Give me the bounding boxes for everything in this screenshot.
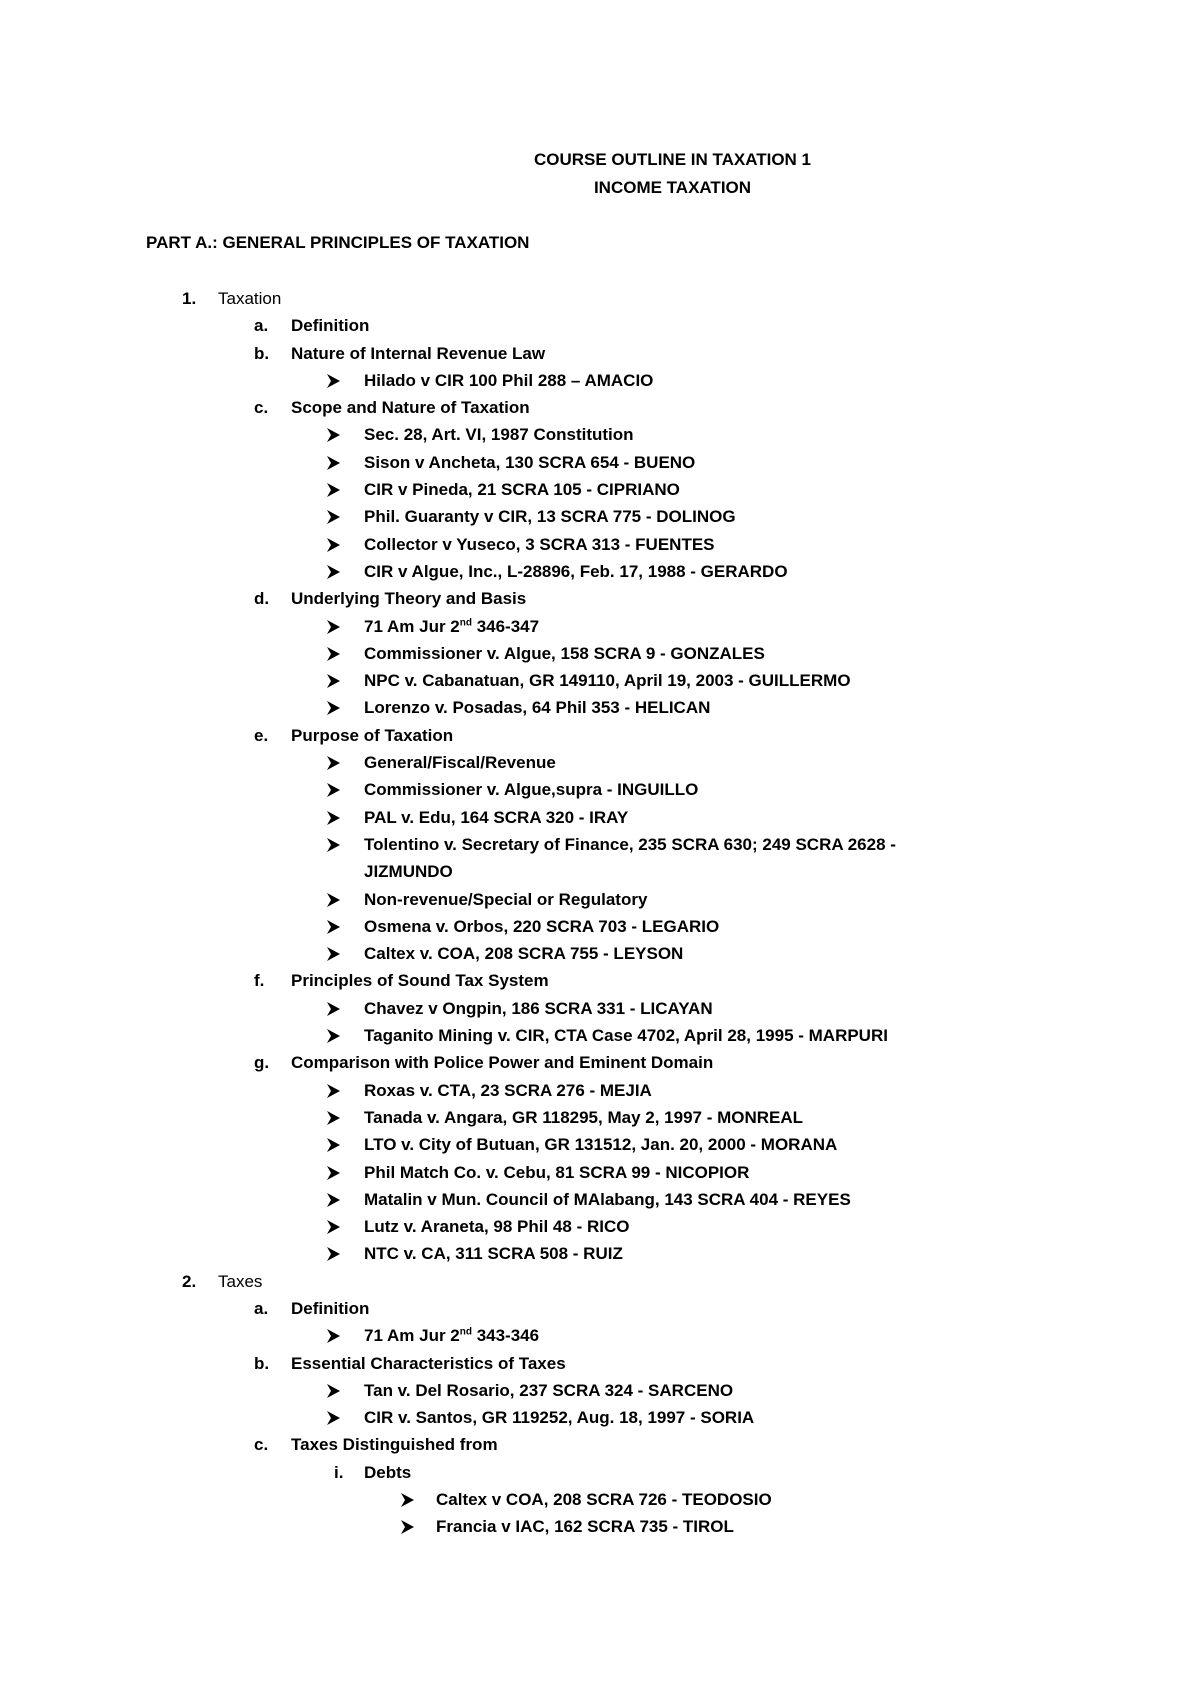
item-number: 2. bbox=[182, 1271, 197, 1291]
outline-subitem bbox=[0, 967, 1200, 994]
arrow-bullet-icon bbox=[326, 427, 341, 443]
case-text: CIR v Pineda, 21 SCRA 105 - CIPRIANO bbox=[364, 480, 680, 500]
arrow-bullet-icon bbox=[326, 946, 341, 962]
case-text: NTC v. CA, 311 SCRA 508 - RUIZ bbox=[364, 1244, 623, 1264]
subitem-label: Scope and Nature of Taxation bbox=[291, 398, 530, 418]
case-text: PAL v. Edu, 164 SCRA 320 - IRAY bbox=[364, 807, 629, 827]
subitem-label: Essential Characteristics of Taxes bbox=[291, 1353, 566, 1373]
amjur-prefix: 71 Am Jur 2 bbox=[364, 1326, 460, 1346]
case-text: Lutz v. Araneta, 98 Phil 48 - RICO bbox=[364, 1217, 630, 1237]
outline-subitem bbox=[0, 1431, 1200, 1458]
case-text: Lorenzo v. Posadas, 64 Phil 353 - HELICAN bbox=[364, 698, 711, 718]
outline-subitem bbox=[0, 1049, 1200, 1076]
arrow-bullet-icon bbox=[326, 1219, 341, 1235]
arrow-bullet-icon bbox=[326, 619, 341, 635]
amjur-sup: nd bbox=[459, 616, 472, 628]
subitem-label: Taxes Distinguished from bbox=[291, 1435, 498, 1455]
case-item bbox=[0, 1077, 1200, 1104]
case-text: Osmena v. Orbos, 220 SCRA 703 - LEGARIO bbox=[364, 916, 720, 936]
item-number: 1. bbox=[182, 289, 197, 308]
case-text: Roxas v. CTA, 23 SCRA 276 - MEJIA bbox=[364, 1080, 652, 1100]
subitem-letter: c. bbox=[254, 1435, 269, 1455]
subitem-label: Purpose of Taxation bbox=[291, 725, 454, 745]
case-text: Caltex v COA, 208 SCRA 726 - TEODOSIO bbox=[436, 1490, 772, 1510]
arrow-bullet-icon bbox=[326, 455, 341, 471]
case-item bbox=[0, 531, 1200, 558]
outline bbox=[0, 285, 1200, 1541]
case-item bbox=[0, 1022, 1200, 1049]
arrow-bullet-icon bbox=[326, 1137, 341, 1153]
case-text: Commissioner v. Algue, 158 SCRA 9 - GONZALES bbox=[364, 643, 765, 663]
reference-text bbox=[364, 1322, 539, 1349]
case-item bbox=[0, 1404, 1200, 1431]
subsubitem-label: Debts bbox=[364, 1462, 412, 1482]
case-item bbox=[0, 749, 1200, 776]
case-item bbox=[0, 804, 1200, 831]
outline-item bbox=[0, 285, 1200, 312]
arrow-bullet-icon bbox=[326, 810, 341, 826]
arrow-bullet-icon bbox=[326, 646, 341, 662]
arrow-bullet-icon bbox=[326, 837, 341, 853]
case-item bbox=[0, 886, 1200, 913]
case-item bbox=[0, 667, 1200, 694]
case-item bbox=[0, 995, 1200, 1022]
arrow-bullet-icon bbox=[326, 1246, 341, 1262]
outline-subitem bbox=[0, 340, 1200, 367]
case-text: CIR v. Santos, GR 119252, Aug. 18, 1997 - SORIA bbox=[364, 1408, 755, 1428]
arrow-bullet-icon bbox=[326, 782, 341, 798]
case-text: Matalin v Mun. Council of MAlabang, 143 SCRA 404 - REYES bbox=[364, 1189, 851, 1209]
case-item bbox=[0, 640, 1200, 667]
outline-subsubitem bbox=[0, 1459, 1200, 1486]
outline-subitem bbox=[0, 312, 1200, 339]
case-item bbox=[0, 831, 1200, 858]
subitem-letter: b. bbox=[254, 1353, 270, 1373]
arrow-bullet-icon bbox=[400, 1519, 415, 1535]
subitem-label: Definition bbox=[291, 316, 370, 336]
case-text: Caltex v. COA, 208 SCRA 755 - LEYSON bbox=[364, 944, 684, 964]
outline-subitem bbox=[0, 1295, 1200, 1322]
case-item bbox=[0, 476, 1200, 503]
outline-subitem bbox=[0, 722, 1200, 749]
outline-subitem bbox=[0, 585, 1200, 612]
subitem-letter: b. bbox=[254, 343, 270, 363]
case-text: Sison v Ancheta, 130 SCRA 654 - BUENO bbox=[364, 452, 696, 472]
case-item bbox=[0, 913, 1200, 940]
arrow-bullet-icon bbox=[326, 919, 341, 935]
case-item bbox=[0, 367, 1200, 394]
subitem-label: Underlying Theory and Basis bbox=[291, 589, 527, 609]
arrow-bullet-icon bbox=[326, 1328, 341, 1344]
case-text: Sec. 28, Art. VI, 1987 Constitution bbox=[364, 425, 634, 445]
reference-text bbox=[364, 613, 539, 640]
subitem-label: Comparison with Police Power and Eminent Domain bbox=[291, 1053, 714, 1073]
arrow-bullet-icon bbox=[326, 1083, 341, 1099]
arrow-bullet-icon bbox=[326, 1165, 341, 1181]
case-text: Tan v. Del Rosario, 237 SCRA 324 - SARCENO bbox=[364, 1380, 734, 1400]
case-item bbox=[0, 613, 1200, 640]
case-text: Collector v Yuseco, 3 SCRA 313 - FUENTES bbox=[364, 534, 715, 554]
arrow-bullet-icon bbox=[326, 482, 341, 498]
case-item bbox=[0, 1186, 1200, 1213]
case-text: Non-revenue/Special or Regulatory bbox=[364, 889, 648, 909]
case-text: Taganito Mining v. CIR, CTA Case 4702, April 28, 1995 - MARPURI bbox=[364, 1026, 888, 1046]
case-text: Francia v IAC, 162 SCRA 735 - TIROL bbox=[436, 1517, 734, 1537]
case-text: NPC v. Cabanatuan, GR 149110, April 19, 2003 - GUILLERMO bbox=[364, 671, 851, 691]
subitem-label: Nature of Internal Revenue Law bbox=[291, 343, 546, 363]
arrow-bullet-icon bbox=[326, 673, 341, 689]
arrow-bullet-icon bbox=[326, 537, 341, 553]
item-label: Taxation bbox=[218, 289, 282, 308]
arrow-bullet-icon bbox=[326, 1410, 341, 1426]
case-item bbox=[0, 421, 1200, 448]
case-text: Commissioner v. Algue,supra - INGUILLO bbox=[364, 780, 699, 800]
arrow-bullet-icon bbox=[326, 564, 341, 580]
case-text: LTO v. City of Butuan, GR 131512, Jan. 20, 2000 - MORANA bbox=[364, 1135, 838, 1155]
arrow-bullet-icon bbox=[326, 1028, 341, 1044]
subitem-label: Principles of Sound Tax System bbox=[291, 971, 549, 991]
document-subtitle: INCOME TAXATION bbox=[593, 178, 752, 197]
arrow-bullet-icon bbox=[326, 1192, 341, 1208]
subitem-letter: a. bbox=[254, 316, 269, 336]
subitem-letter: a. bbox=[254, 1298, 269, 1318]
case-text: Phil Match Co. v. Cebu, 81 SCRA 99 - NICOPIOR bbox=[364, 1162, 750, 1182]
arrow-bullet-icon bbox=[326, 700, 341, 716]
case-text: Hilado v CIR 100 Phil 288 – AMACIO bbox=[364, 370, 654, 390]
case-item bbox=[0, 1131, 1200, 1158]
case-text: Chavez v Ongpin, 186 SCRA 331 - LICAYAN bbox=[364, 998, 713, 1018]
arrow-bullet-icon bbox=[326, 373, 341, 389]
outline-subitem bbox=[0, 1350, 1200, 1377]
case-item bbox=[0, 776, 1200, 803]
case-item bbox=[0, 1377, 1200, 1404]
amjur-suffix: 343-346 bbox=[471, 1326, 540, 1346]
amjur-prefix: 71 Am Jur 2 bbox=[364, 616, 460, 636]
subitem-letter: c. bbox=[254, 398, 269, 418]
case-item bbox=[0, 694, 1200, 721]
arrow-bullet-icon bbox=[400, 1492, 415, 1508]
subitem-letter: f. bbox=[254, 971, 265, 991]
case-item bbox=[0, 1240, 1200, 1267]
subitem-letter: e. bbox=[254, 725, 269, 745]
case-item bbox=[0, 503, 1200, 530]
item-label: Taxes bbox=[218, 1271, 263, 1291]
subitem-letter: g. bbox=[254, 1053, 270, 1073]
amjur-suffix: 346-347 bbox=[471, 616, 540, 636]
case-item bbox=[0, 1159, 1200, 1186]
case-text: General/Fiscal/Revenue bbox=[364, 753, 556, 773]
outline-subitem bbox=[0, 394, 1200, 421]
part-heading: PART A.: GENERAL PRINCIPLES OF TAXATION bbox=[146, 233, 530, 252]
case-text: Phil. Guaranty v CIR, 13 SCRA 775 - DOLINOG bbox=[364, 507, 736, 527]
case-item bbox=[0, 449, 1200, 476]
arrow-bullet-icon bbox=[326, 1383, 341, 1399]
subitem-letter: d. bbox=[254, 589, 270, 609]
case-item bbox=[0, 940, 1200, 967]
arrow-bullet-icon bbox=[326, 509, 341, 525]
case-item bbox=[0, 558, 1200, 585]
case-text-continued: JIZMUNDO bbox=[364, 862, 453, 882]
case-item bbox=[0, 1104, 1200, 1131]
case-continuation bbox=[0, 858, 1200, 885]
subitem-label: Definition bbox=[291, 1298, 370, 1318]
case-text: Tanada v. Angara, GR 118295, May 2, 1997 - MONREAL bbox=[364, 1107, 804, 1127]
case-item bbox=[0, 1213, 1200, 1240]
case-text: Tolentino v. Secretary of Finance, 235 SCRA 630; 249 SCRA 2628 - bbox=[364, 834, 896, 854]
document-title: COURSE OUTLINE IN TAXATION 1 bbox=[533, 150, 812, 169]
roman-numeral: i. bbox=[334, 1462, 344, 1482]
case-item bbox=[0, 1513, 1200, 1540]
case-item bbox=[0, 1322, 1200, 1349]
arrow-bullet-icon bbox=[326, 1001, 341, 1017]
case-text: CIR v Algue, Inc., L-28896, Feb. 17, 1988 - GERARDO bbox=[364, 561, 788, 581]
arrow-bullet-icon bbox=[326, 755, 341, 771]
arrow-bullet-icon bbox=[326, 1110, 341, 1126]
case-item bbox=[0, 1486, 1200, 1513]
amjur-sup: nd bbox=[459, 1326, 472, 1338]
arrow-bullet-icon bbox=[326, 892, 341, 908]
outline-item bbox=[0, 1268, 1200, 1295]
